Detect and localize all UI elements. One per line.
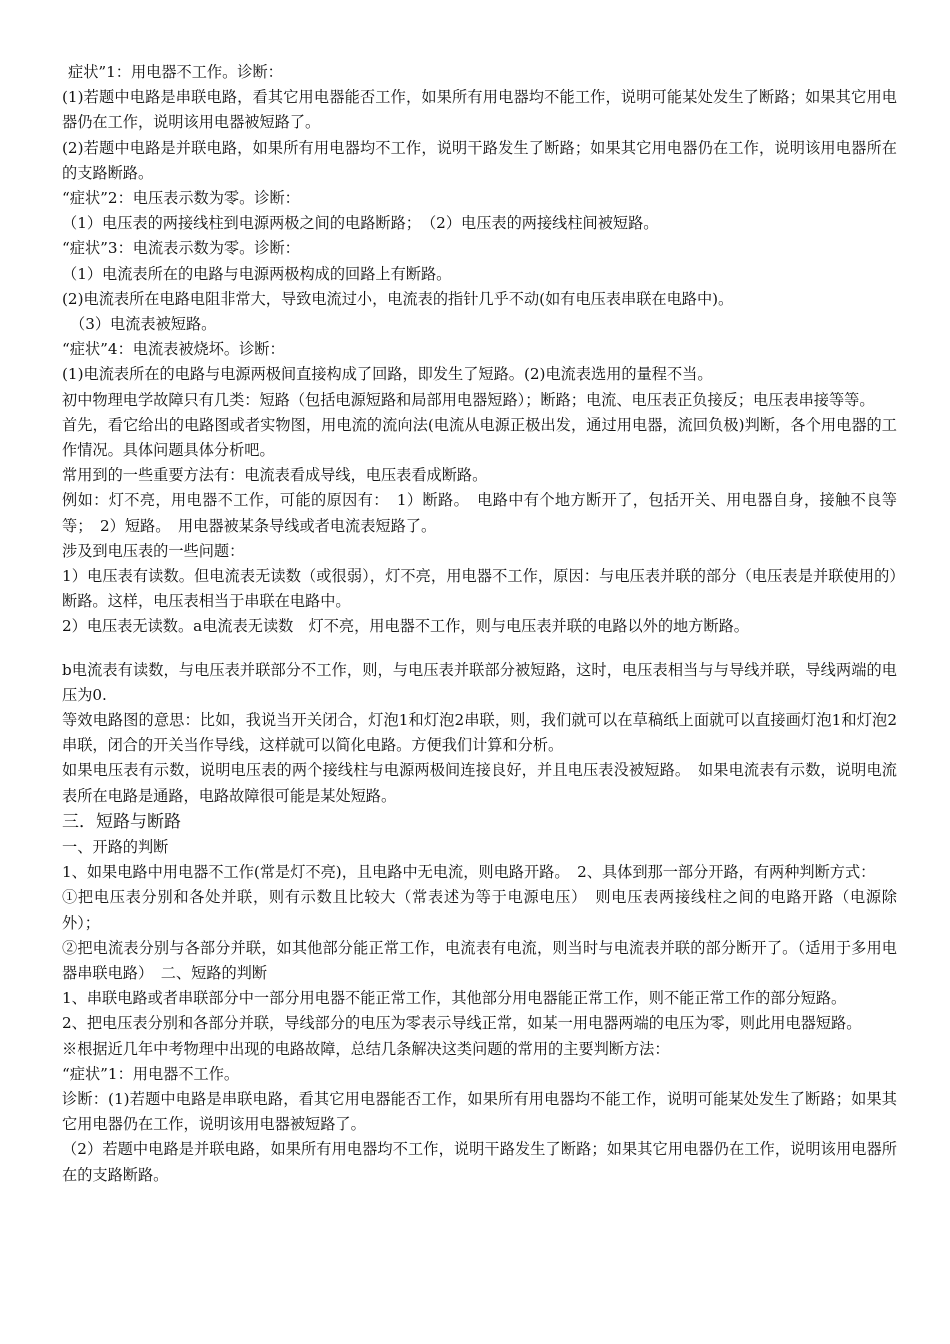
text-line: (2)若题中电路是并联电路，如果所有用电器均不工作，说明干路发生了断路；如果其它用电器仍在工作，说明该用电器所在的支路断路。 xyxy=(62,138,897,182)
text-line: 首先，看它给出的电路图或者实物图，用电流的流向法(电流从电源正极出发，通过用电器，流回负极)判断，各个用电器的工作情况。具体问题具体分析吧。 xyxy=(62,415,897,460)
text-line: 2）电压表无读数。a电流表无读数 灯不亮，用电器不工作，则与电压表并联的电路以外的地方断路。 xyxy=(62,617,749,636)
text-line: ②把电流表分别与各部分并联，如其他部分能正常工作，电流表有电流，则当时与电流表并联的部分断开了。（适用于多用电器串联电路） 二、短路的判断 xyxy=(62,938,897,982)
text-line: 等效电路图的意思：比如，我说当开关闭合，灯泡1和灯泡2串联，则，我们就可以在草稿纸上面就可以直接画灯泡1和灯泡2串联，闭合的开关当作导线，这样就可以简化电路。方便我们计算和分析。 xyxy=(62,711,897,755)
text-line: 1、如果电路中用电器不工作(常是灯不亮)，且电路中无电流，则电路开路。 2、具体到那一部分开路，有两种判断方式： xyxy=(62,863,876,882)
text-line: 1、串联电路或者串联部分中一部分用电器不能正常工作，其他部分用电器能正常工作，则不能正常工作的部分短路。 xyxy=(62,989,847,1008)
text-line: 2、把电压表分别和各部分并联，导线部分的电压为零表示导线正常，如某一用电器两端的电压为零，则此用电器短路。 xyxy=(62,1014,862,1033)
text-line: （2）若题中电路是并联电路，如果所有用电器均不工作，说明干路发生了断路；如果其它用电器仍在工作，说明该用电器所在的支路断路。 xyxy=(62,1140,897,1184)
text-line: (1)若题中电路是串联电路，看其它用电器能否工作，如果所有用电器均不能工作，说明可能某处发生了断路；如果其它用电器仍在工作，说明该用电器被短路了。 xyxy=(62,88,897,132)
text-line: ※根据近几年中考物理中出现的电路故障，总结几条解决这类问题的常用的主要判断方法： xyxy=(62,1039,670,1058)
text-line: 初中物理电学故障只有几类：短路（包括电源短路和局部用电器短路）；断路；电流、电压表正负接反；电压表串接等等。 xyxy=(62,390,875,409)
text-line: (2)电流表所在电路电阻非常大，导致电流过小，电流表的指针几乎不动(如有电压表串联在电路中)。 xyxy=(62,289,734,308)
text-line: 例如：灯不亮，用电器不工作，可能的原因有： 1）断路。 电路中有个地方断开了，包括开关、用电器自身，接触不良等等； 2）短路。 用电器被某条导线或者电流表短路了。 xyxy=(62,491,897,535)
blank-gap xyxy=(62,640,897,658)
text-line: （3）电流表被短路。 xyxy=(70,315,217,334)
text-line: “症状”4：电流表被烧坏。诊断： xyxy=(62,340,285,359)
text-line: 涉及到电压表的一些问题： xyxy=(62,541,245,560)
text-line: ①把电压表分别和各处并联，则有示数且比较大（常表述为等于电源电压） 则电压表两接线柱之间的电路开路（电源除外）； xyxy=(62,888,897,932)
text-line: （1）电压表的两接线柱到电源两极之间的电路断路； （2）电压表的两接线柱间被短路。 xyxy=(62,214,659,233)
text-line: “症状”2：电压表示数为零。诊断： xyxy=(62,189,300,208)
text-line: 1）电压表有读数。但电流表无读数（或很弱），灯不亮，用电器不工作，原因：与电压表并联的部分（电压表是并联使用的）断路。这样，电压表相当于串联在电路中。 xyxy=(62,567,897,611)
text-line: 常用到的一些重要方法有：电流表看成导线，电压表看成断路。 xyxy=(62,466,488,485)
subsection-heading: 一、开路的判断 xyxy=(62,837,169,856)
text-line: 如果电压表有示数，说明电压表的两个接线柱与电源两极间连接良好，并且电压表没被短路。 如果电流表有示数，说明电流表所在电路是通路，电路故障很可能是某处短路。 xyxy=(62,761,897,805)
document-page xyxy=(62,60,897,1188)
text-line: “症状”1：用电器不工作。 xyxy=(62,1064,240,1083)
text-line: 诊断：(1)若题中电路是串联电路，看其它用电器能否工作，如果所有用电器均不能工作，说明可能某处发生了断路；如果其它用电器仍在工作，说明该用电器被短路了。 xyxy=(62,1089,897,1134)
text-line: b电流表有读数，与电压表并联部分不工作，则，与电压表并联部分被短路，这时，电压表相当与与导线并联，导线两端的电压为0. xyxy=(62,660,897,704)
text-line: （1）电流表所在的电路与电源两极构成的回路上有断路。 xyxy=(62,264,452,283)
text-line: (1)电流表所在的电路与电源两极间直接构成了回路，即发生了短路。(2)电流表选用的量程不当。 xyxy=(62,365,713,384)
section-heading: 三．短路与断路 xyxy=(62,811,181,832)
text-line: “症状”3：电流表示数为零。诊断： xyxy=(62,239,300,258)
text-line: 症状”1：用电器不工作。诊断： xyxy=(68,63,283,81)
